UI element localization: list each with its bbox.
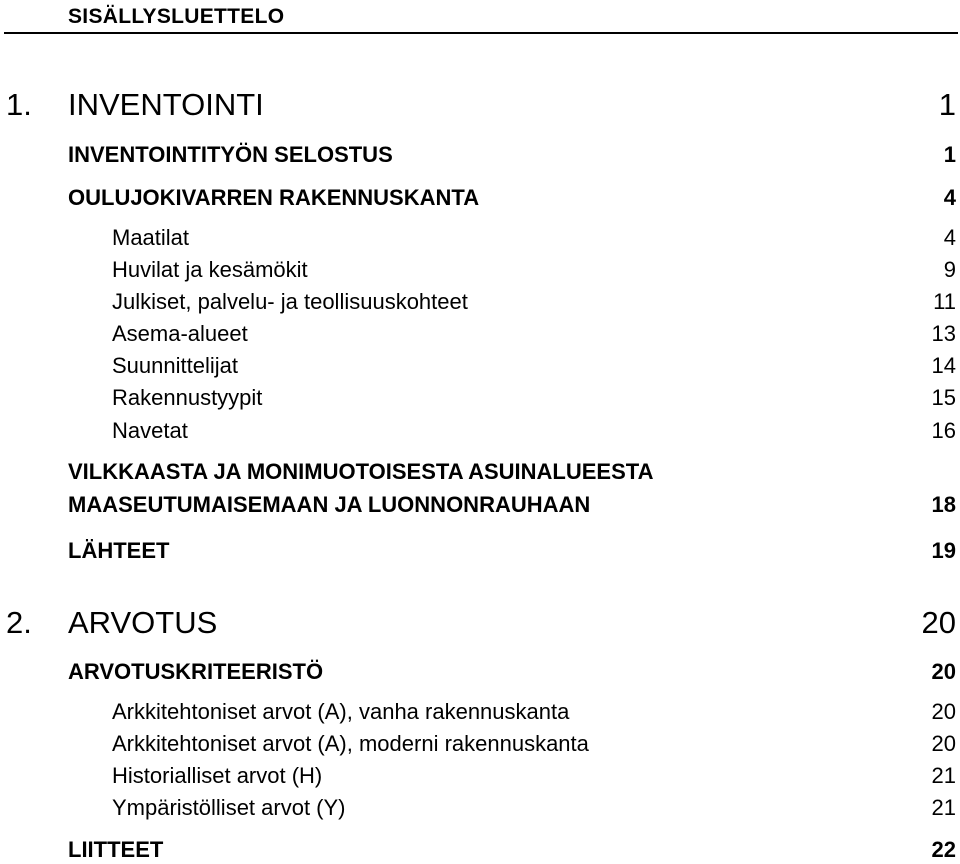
page-number: 4 [943, 225, 956, 250]
subsection-title: Arkkitehtoniset arvot (A), moderni rakennuskanta [112, 731, 589, 756]
toc-subsection[interactable] [0, 256, 960, 284]
page-number: 21 [931, 795, 956, 820]
toc-section[interactable] [0, 491, 960, 519]
section-title: OULUJOKIVARREN RAKENNUSKANTA [68, 185, 480, 210]
chapter-number: 2. [6, 605, 32, 640]
section-title: VILKKAASTA JA MONIMUOTOISESTA ASUINALUEESTA [68, 459, 654, 484]
toc-subsection[interactable] [0, 320, 960, 348]
page-number: 1 [938, 87, 956, 122]
section-title: ARVOTUSKRITEERISTÖ [68, 659, 324, 684]
toc-subsection[interactable] [0, 224, 960, 252]
subsection-title: Historialliset arvot (H) [112, 763, 323, 788]
page-number: 19 [931, 538, 956, 563]
toc-subsection[interactable] [0, 730, 960, 758]
subsection-title: Rakennustyypit [112, 385, 263, 410]
subsection-title: Maatilat [112, 225, 190, 250]
page-number: 15 [931, 385, 956, 410]
section-title: LIITTEET [68, 837, 164, 862]
page-number: 16 [931, 418, 956, 443]
subsection-title: Ympäristölliset arvot (Y) [112, 795, 346, 820]
toc-subsection[interactable] [0, 794, 960, 822]
toc-subsection[interactable] [0, 352, 960, 380]
chapter-number: 1. [6, 87, 32, 122]
toc-section[interactable] [0, 141, 960, 169]
page-number: 20 [931, 731, 956, 756]
page-number: 11 [933, 289, 956, 314]
toc-chapter-1[interactable] [0, 87, 960, 123]
toc-section[interactable] [0, 184, 960, 212]
toc-section[interactable] [0, 658, 960, 686]
page-number: 20 [931, 699, 956, 724]
subsection-title: Arkkitehtoniset arvot (A), vanha rakennuskanta [112, 699, 570, 724]
toc-subsection[interactable] [0, 698, 960, 726]
toc-subsection[interactable] [0, 288, 960, 316]
section-title: INVENTOINTITYÖN SELOSTUS [68, 142, 393, 167]
toc-subsection[interactable] [0, 384, 960, 412]
page-number: 18 [931, 492, 956, 517]
toc-section[interactable] [0, 537, 960, 565]
subsection-title: Julkiset, palvelu- ja teollisuuskohteet [112, 289, 468, 314]
page-number: 22 [931, 837, 956, 862]
toc-subsection[interactable] [0, 417, 960, 445]
page-number: 1 [943, 142, 956, 167]
subsection-title: Asema-alueet [112, 321, 248, 346]
page-number: 4 [943, 185, 956, 210]
section-title: LÄHTEET [68, 538, 170, 563]
page-number: 20 [921, 605, 956, 640]
toc-section[interactable] [0, 836, 960, 864]
subsection-title: Navetat [112, 418, 188, 443]
chapter-title: ARVOTUS [68, 605, 218, 640]
title-rule [4, 32, 958, 34]
page-number: 13 [931, 321, 956, 346]
toc-title: SISÄLLYSLUETTELO [68, 5, 285, 28]
subsection-title: Suunnittelijat [112, 353, 238, 378]
section-title: MAASEUTUMAISEMAAN JA LUONNONRAUHAAN [68, 492, 591, 517]
chapter-title: INVENTOINTI [68, 87, 264, 122]
toc-section-line-1[interactable] [0, 458, 960, 486]
page-number: 20 [931, 659, 956, 684]
page-number: 9 [943, 257, 956, 282]
toc-chapter-2[interactable] [0, 605, 960, 641]
page-number: 21 [931, 763, 956, 788]
toc-subsection[interactable] [0, 762, 960, 790]
page-number: 14 [931, 353, 956, 378]
subsection-title: Huvilat ja kesämökit [112, 257, 308, 282]
